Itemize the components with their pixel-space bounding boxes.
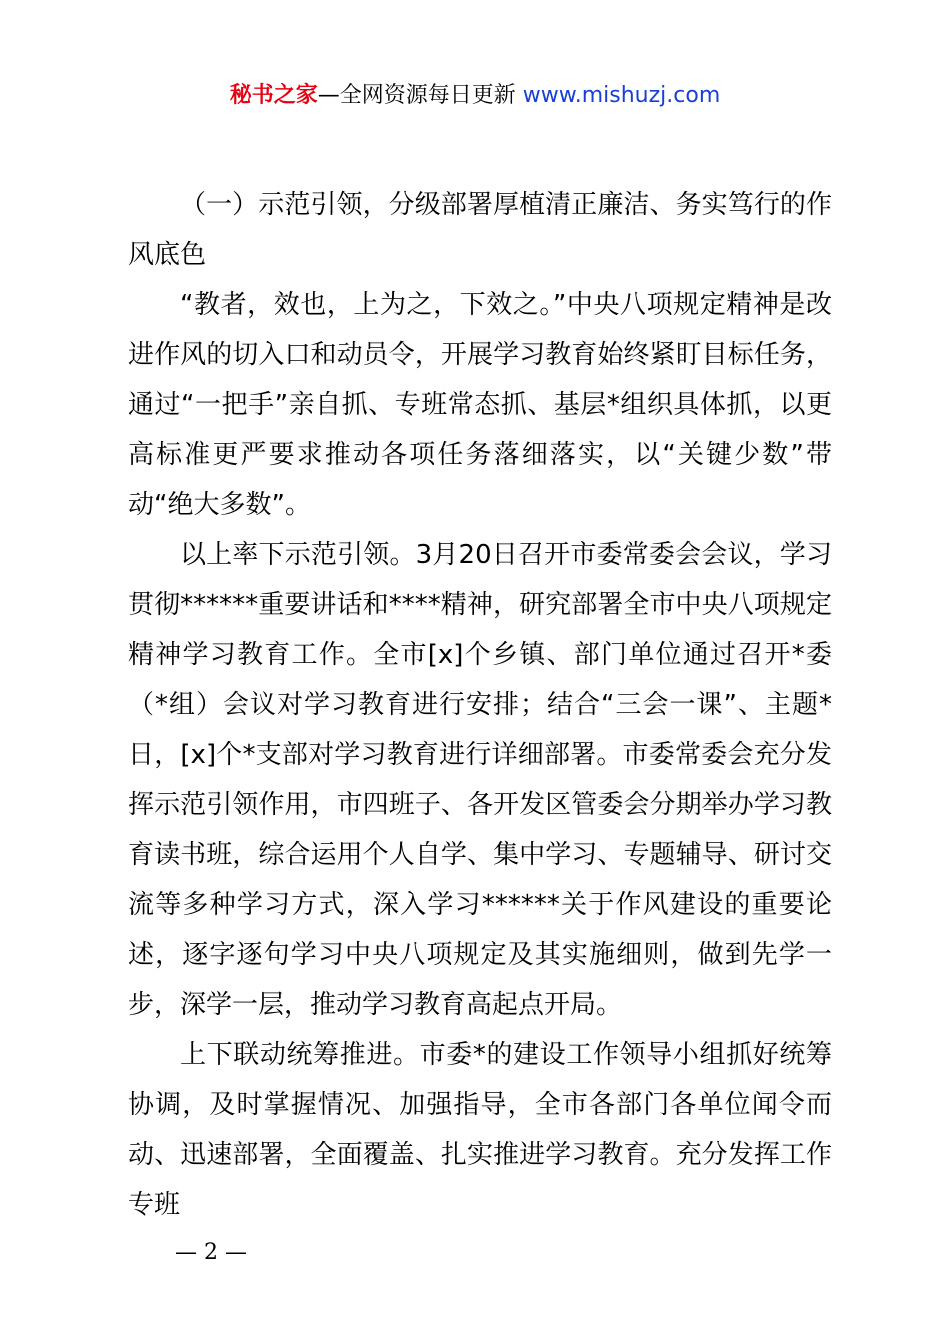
site-brand: 秘书之家 [229,83,318,108]
site-tagline: —全网资源每日更新 [317,83,523,108]
section-heading: （一）示范引领，分级部署厚植清正廉洁、务实笃行的作风底色 [128,190,832,270]
document-body [128,180,832,1230]
body-paragraph: 上下联动统筹推进。市委*的建设工作领导小组抓好统筹协调，及时掌握情况、加强指导，全市各部门各单位闻令而动、迅速部署，全面覆盖、扎实推进学习教育。充分发挥工作专班 [128,1040,832,1220]
body-paragraph: “教者，效也，上为之，下效之。”中央八项规定精神是改进作风的切入口和动员令，开展学习教育始终紧盯目标任务，通过“一把手”亲自抓、专班常态抓、基层*组织具体抓，以更高标准更严要求推动各项任务落细落实，以“关键少数”带动“绝大多数”。 [128,290,832,520]
site-url-link[interactable]: www.mishuzj.com [522,83,721,108]
site-header [0,80,950,112]
page-number: — 2 — [175,1240,247,1265]
body-paragraph: 以上率下示范引领。3月20日召开市委常委会会议，学习贯彻******重要讲话和****精神，研究部署全市中央八项规定精神学习教育工作。全市[x]个乡镇、部门单位通过召开*委（*组）会议对学习教育进行安排；结合“三会一课”、主题*日，[x]个*支部对学习教育进行详细部署。市委常委会充分发挥示范引领作用，市四班子、各开发区管委会分期举办学习教育读书班，综合运用个人自学、集中学习、专题辅导、研讨交流等多种学习方式，深入学习******关于作风建设的重要论述，逐字逐句学习中央八项规定及其实施细则，做到先学一步，深学一层，推动学习教育高起点开局。 [128,540,832,1020]
